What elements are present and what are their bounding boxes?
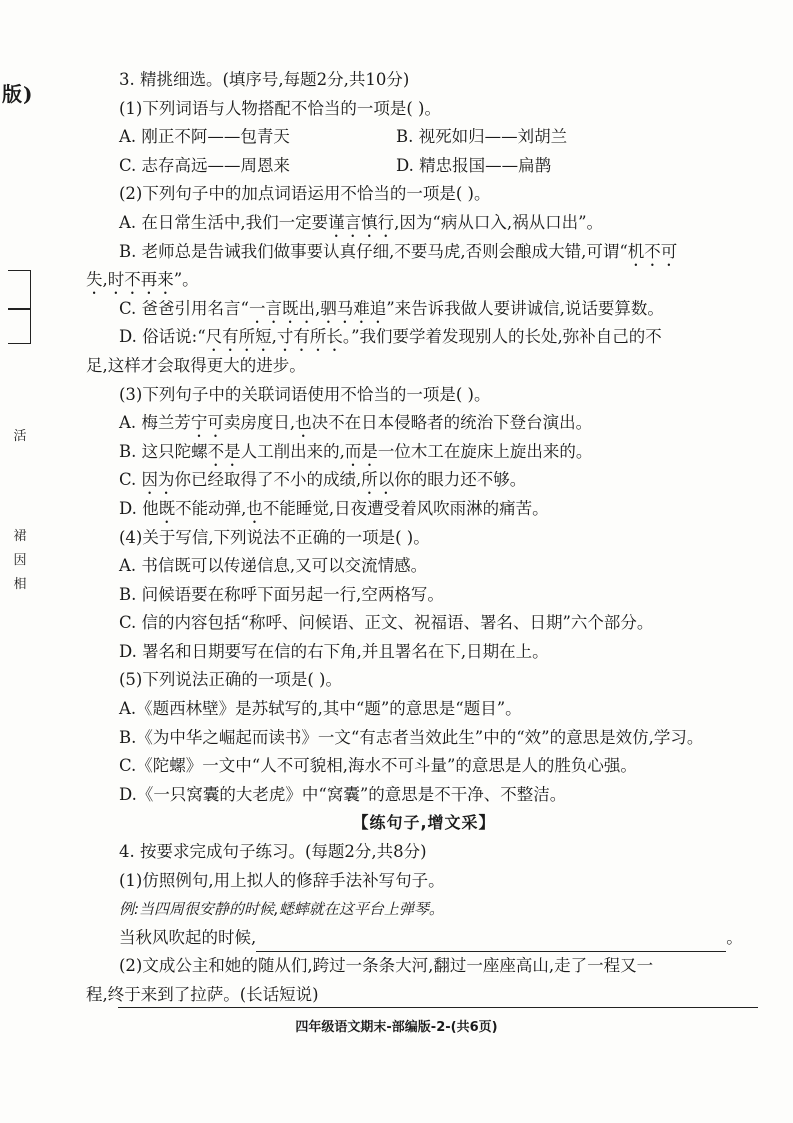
dotted-word: 因为 xyxy=(141,470,175,490)
q3-5-option-d: D.《一只窝囊的大老虎》中“窝囊”的意思是不干净、不整洁。 xyxy=(119,784,567,804)
q3-2-option-d-cont: 足,这样才会取得更大的进步。 xyxy=(86,355,306,375)
q3-1-options-cd xyxy=(86,152,762,181)
exam-content xyxy=(86,66,762,1010)
q3-1-option-c: C. 志存高远——周恩来 xyxy=(119,155,291,175)
q3-2-option-a xyxy=(86,209,762,238)
q4-2-stem-cont: 程,终于来到了拉萨。(长话短说) xyxy=(86,985,319,1004)
q3-3-option-b xyxy=(86,438,762,467)
text: A. 梅兰芳 xyxy=(119,413,191,433)
q3-1-option-a: A. 刚正不阿——包青天 xyxy=(119,127,290,147)
text: 不能动弹, xyxy=(175,498,247,518)
section-title: 【练句子,增文采】 xyxy=(352,813,496,833)
text: 卖房度日, xyxy=(223,413,296,433)
q3-3-option-a xyxy=(86,409,762,438)
q3-2-option-b xyxy=(86,238,762,267)
margin-text-huo: 活 xyxy=(13,429,27,444)
q3-1-option-d: D. 精忠报国——扁鹊 xyxy=(396,155,552,175)
dotted-phrase: 谨言慎行 xyxy=(328,212,395,232)
q3-2-option-c xyxy=(86,295,762,324)
q3-5-option-c: C.《陀螺》一文中“人不可貌相,海水不可斗量”的意思是人的胜负心强。 xyxy=(119,756,637,776)
margin-char: 相 xyxy=(13,577,27,592)
dotted-word: 也 xyxy=(246,498,263,518)
text: 。”我们要学着发现别人的长处,弥补自己的不 xyxy=(342,327,662,347)
q3-5-option-a: A.《题西林壁》是苏轼写的,其中“题”的意思是“题目”。 xyxy=(119,699,522,719)
q3-1-stem: (1)下列词语与人物搭配不恰当的一项是( )。 xyxy=(119,98,441,118)
dotted-phrase: 失,时不再来 xyxy=(86,270,174,290)
dotted-word: 不是 xyxy=(207,441,241,461)
text: D. 他 xyxy=(119,498,159,518)
margin-bracket-top xyxy=(8,270,31,310)
page-footer: 四年级语文期末-部编版-2-(共6页) xyxy=(295,1020,498,1035)
text: ”来告诉我做人要讲诚信,说话要算数。 xyxy=(386,298,664,318)
q3-3-option-c xyxy=(86,466,762,495)
dotted-phrase: 机不可 xyxy=(627,241,678,261)
q4-title: 4. 按要求完成句子练习。(每题2分,共8分) xyxy=(119,842,427,862)
margin-bracket-bottom xyxy=(8,308,31,344)
text: D. 俗话说:“ xyxy=(119,327,206,347)
dotted-word: 而是 xyxy=(344,441,378,461)
q4-2-stem: (2)文成公主和她的随从们,跨过一条条大河,翻过一座座高山,走了一程又一 xyxy=(119,956,654,976)
q4-1-example: 例:当四周很安静的时候,蟋蟀就在这平台上弹琴。 xyxy=(119,900,444,919)
q3-4-stem: (4)关于写信,下列说法不正确的一项是( )。 xyxy=(119,527,430,547)
margin-text-ban: 版) xyxy=(2,82,34,106)
text: C. 爸爸引用名言“ xyxy=(119,298,249,318)
q3-4-option-d: D. 署名和日期要写在信的右下角,并且署名在下,日期在上。 xyxy=(119,641,549,661)
text: A. 在日常生活中,我们一定要 xyxy=(119,212,329,232)
q3-1-option-b: B. 视死如归——刘胡兰 xyxy=(396,127,568,147)
q4-1-fill-line xyxy=(86,924,762,953)
text: 决不在日本侵略者的统治下登台演出。 xyxy=(311,413,593,433)
q3-title: 3. 精挑细选。(填序号,每题2分,共10分) xyxy=(119,70,410,89)
dotted-word: 宁可 xyxy=(190,413,224,433)
q3-3-stem: (3)下列句子中的关联词语使用不恰当的一项是( )。 xyxy=(119,384,491,404)
q3-2-stem: (2)下列句子中的加点词语运用不恰当的一项是( )。 xyxy=(119,184,491,204)
q3-2-option-d xyxy=(86,323,762,352)
footer-rule xyxy=(118,1007,758,1008)
fill-prefix: 当秋风吹起的时候, xyxy=(119,927,257,947)
q3-4-option-b: B. 问候语要在称呼下面另起一行,空两格写。 xyxy=(119,584,444,604)
text: 你的眼力还不够。 xyxy=(394,470,527,490)
text: ”。 xyxy=(173,270,199,290)
q3-4-option-a: A. 书信既可以传递信息,又可以交流情感。 xyxy=(119,556,428,576)
margin-char: 因 xyxy=(13,553,27,568)
text: 人工削出来的, xyxy=(240,441,345,461)
q3-1-options-ab xyxy=(86,123,762,152)
q4-1-stem: (1)仿照例句,用上拟人的修辞手法补写句子。 xyxy=(119,870,445,890)
q3-5-option-b: B.《为中华之崛起而读书》一文“有志者当效此生”中的“效”的意思是效仿,学习。 xyxy=(119,727,704,747)
dotted-word: 所以 xyxy=(361,470,395,490)
text: C. xyxy=(119,470,142,490)
fill-suffix: 。 xyxy=(726,927,743,947)
dotted-word: 也 xyxy=(295,413,312,433)
dotted-phrase: 一言既出,驷马难追 xyxy=(248,298,387,318)
dotted-word: 既 xyxy=(158,498,176,518)
q3-4-option-c: C. 信的内容包括“称呼、问候语、正文、祝福语、署名、日期”六个部分。 xyxy=(119,613,654,633)
q3-2-option-b-cont xyxy=(86,266,762,295)
text: ,因为“病从口入,祸从口出”。 xyxy=(394,212,604,232)
text: B. 老师总是告诫我们做事要认真仔细,不要马虎,否则会酿成大错,可谓“ xyxy=(119,241,628,261)
answer-blank[interactable] xyxy=(256,933,726,952)
q3-5-stem: (5)下列说法正确的一项是( )。 xyxy=(119,670,342,690)
margin-vertical-text xyxy=(12,525,28,597)
dotted-phrase: 尺有所短,寸有所长 xyxy=(205,327,343,347)
margin-char: 裙 xyxy=(13,529,27,544)
q3-3-option-d xyxy=(86,495,762,524)
text: 你已经取得了不小的成绩, xyxy=(174,470,362,490)
text: 一位木工在旋床上旋出来的。 xyxy=(377,441,593,461)
text: 不能睡觉,日夜遭受着风吹雨淋的痛苦。 xyxy=(262,498,549,518)
text: B. 这只陀螺 xyxy=(119,441,208,461)
